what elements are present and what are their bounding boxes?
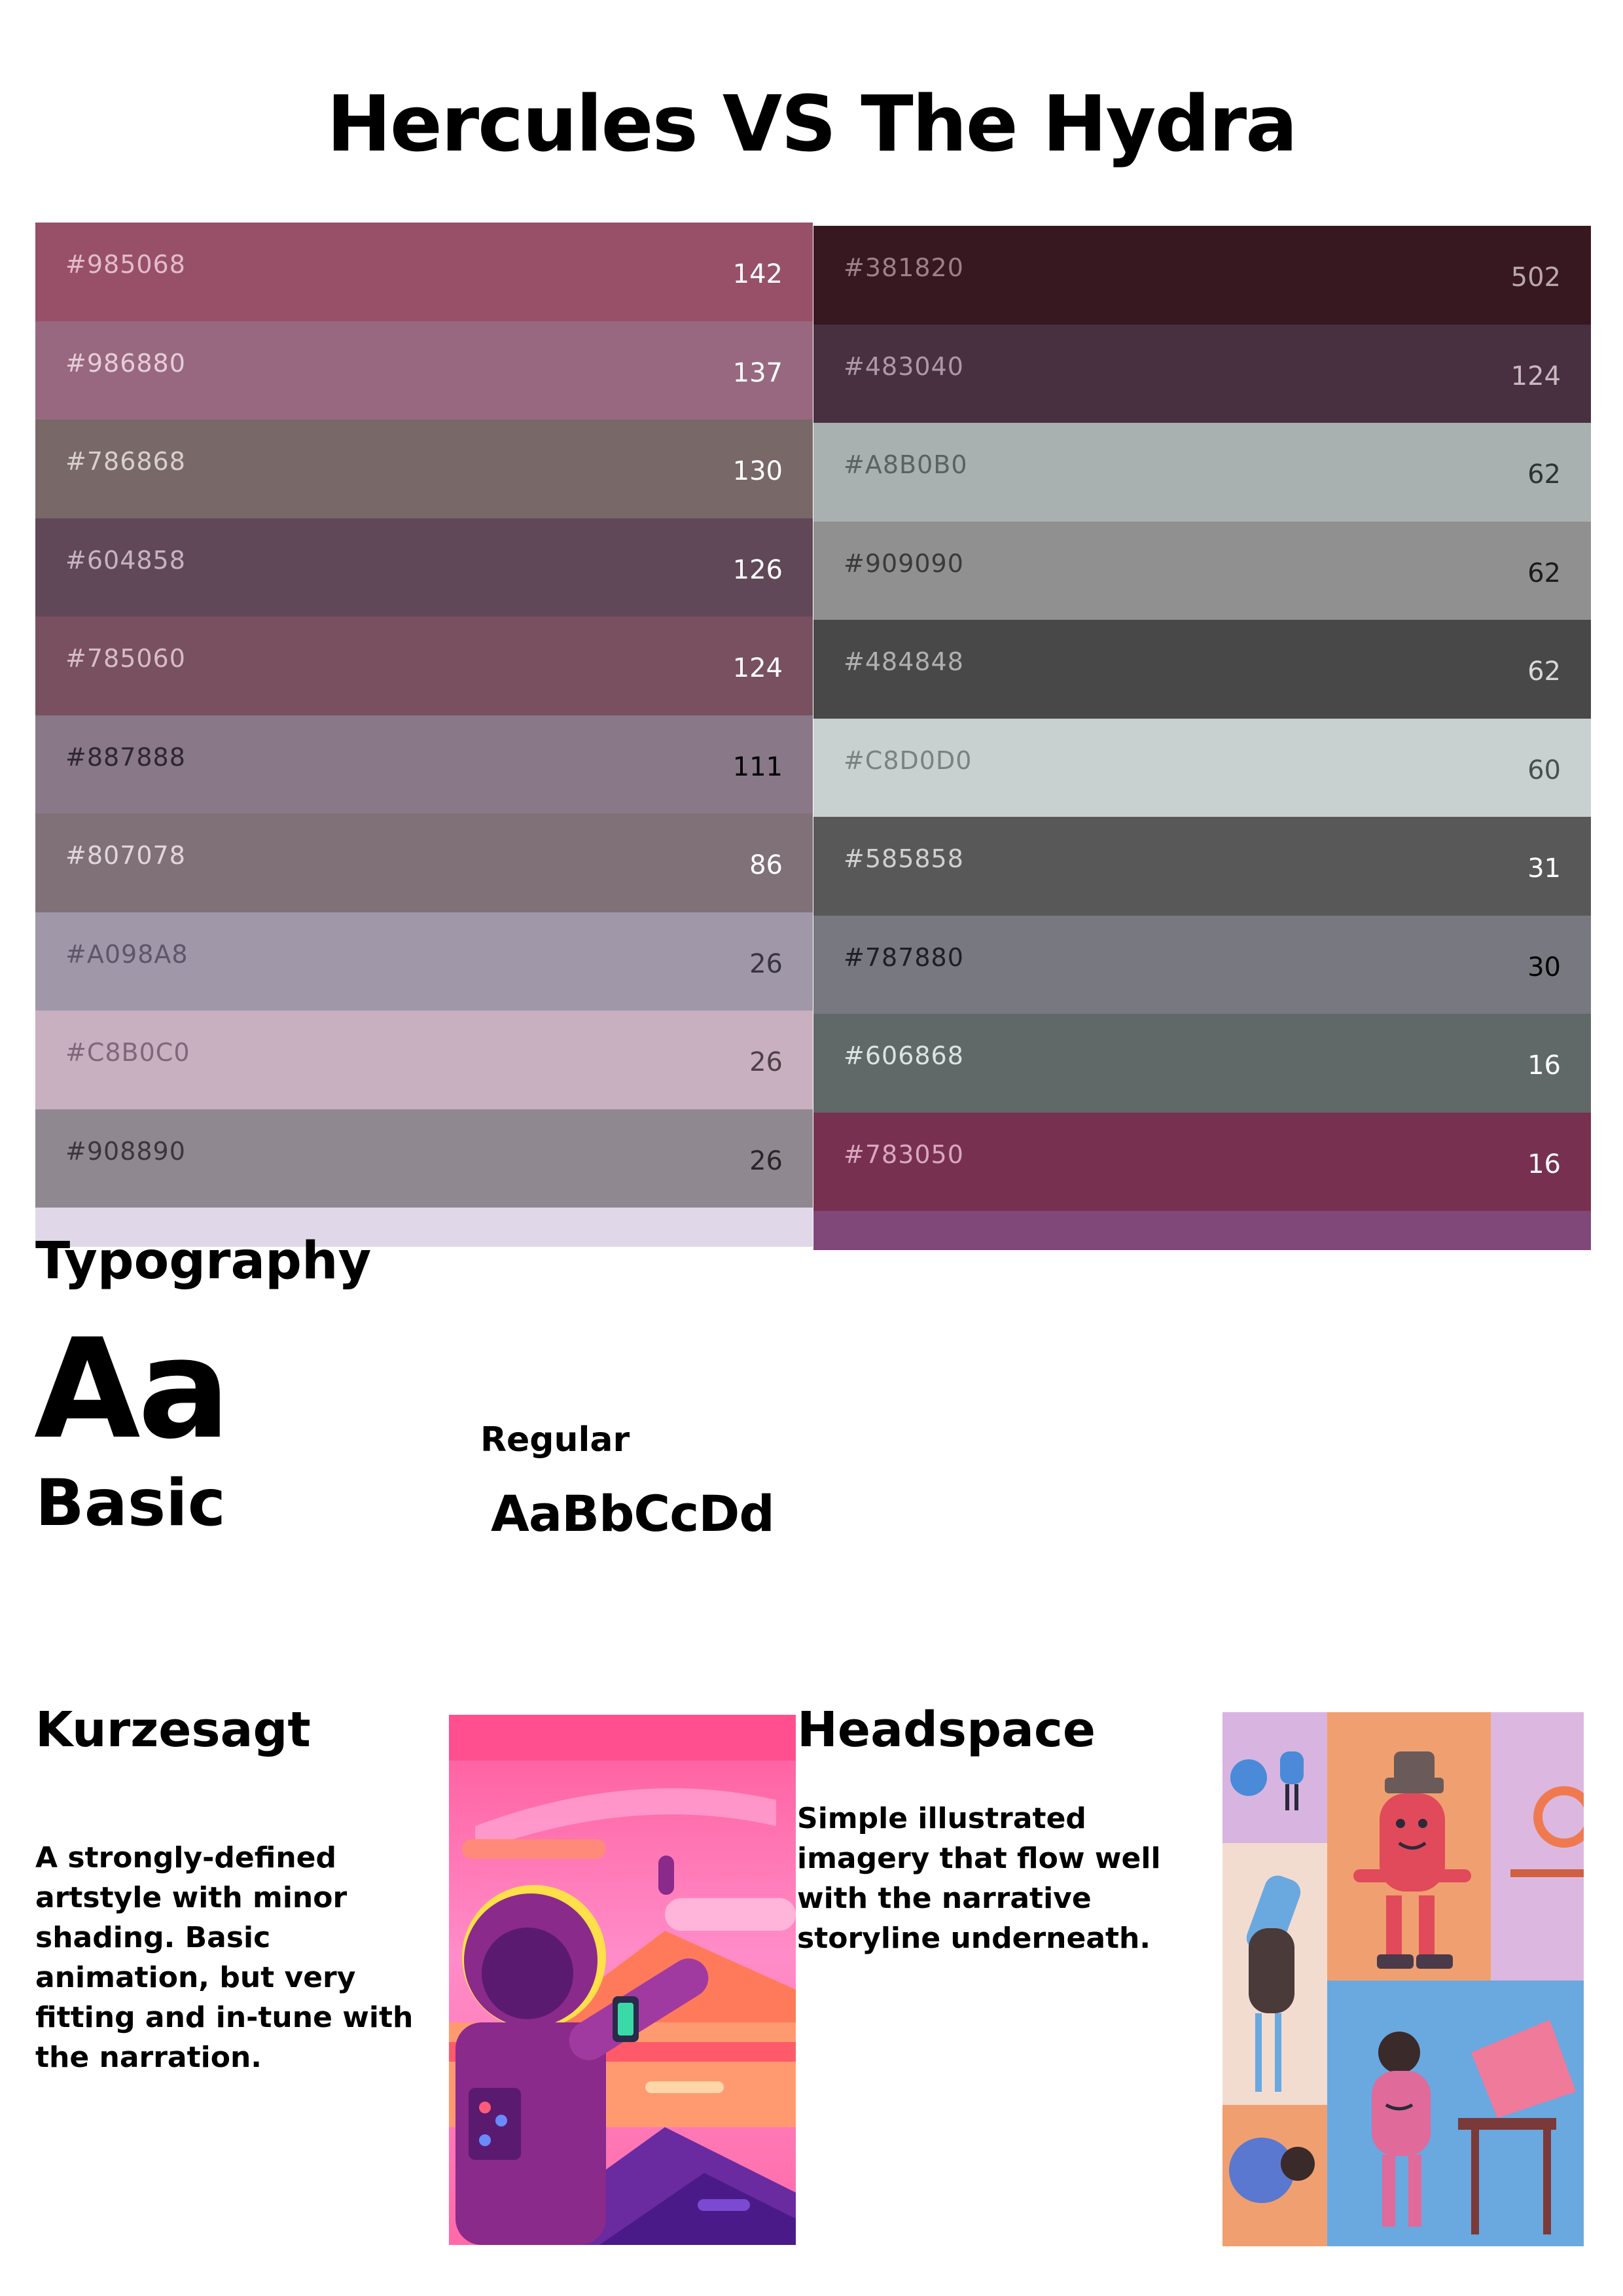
swatch-count-label: 31: [1527, 853, 1561, 884]
color-swatch: [35, 715, 813, 814]
swatch-count-label: 62: [1527, 459, 1561, 490]
color-palette-right: [813, 226, 1591, 1250]
color-swatch: [35, 814, 813, 912]
swatch-count-label: 16: [1527, 1050, 1561, 1081]
swatch-count-label: 62: [1527, 656, 1561, 687]
color-swatch: [813, 522, 1591, 620]
color-swatch: [35, 912, 813, 1011]
swatch-count-label: 26: [749, 1145, 783, 1176]
swatch-count-label: 142: [732, 259, 783, 289]
swatch-hex-label: #C8B0C0: [65, 1038, 190, 1067]
swatch-count-label: 137: [732, 357, 783, 388]
swatch-count-label: 124: [1510, 361, 1561, 391]
reference-heading-headspace: Headspace: [797, 1702, 1096, 1758]
color-swatch: [813, 817, 1591, 916]
swatch-count-label: 60: [1527, 755, 1561, 785]
swatch-hex-label: #785060: [65, 644, 186, 673]
color-swatch: [35, 617, 813, 715]
swatch-hex-label: #484848: [844, 647, 964, 676]
swatch-hex-label: #585858: [844, 844, 964, 873]
color-swatch: [813, 1014, 1591, 1113]
color-swatch: [35, 1109, 813, 1208]
color-swatch: [35, 420, 813, 518]
swatch-hex-label: #986880: [65, 348, 186, 378]
swatch-count-label: 62: [1527, 558, 1561, 588]
swatch-hex-label: #807078: [65, 841, 186, 870]
reference-text-kurzesagt: A strongly-defined artstyle with minor shading. Basic animation, but very fitting and in-tune with the narration.: [35, 1841, 414, 2074]
font-name: Basic: [35, 1466, 226, 1541]
swatch-count-label: 26: [749, 948, 783, 979]
swatch-count-label: 126: [732, 554, 783, 585]
astronaut-illustration: [449, 1715, 796, 2245]
swatch-count-label: 130: [732, 456, 783, 486]
typography-heading: Typography: [35, 1232, 372, 1291]
font-sample-large: Aa: [34, 1309, 228, 1469]
color-swatch: [813, 1113, 1591, 1211]
swatch-count-label: 26: [749, 1047, 783, 1077]
color-swatch: [813, 916, 1591, 1014]
reference-heading-kurzesagt: Kurzesagt: [35, 1702, 311, 1758]
swatch-count-label: 124: [732, 653, 783, 683]
swatch-count-label: 16: [1527, 1149, 1561, 1179]
swatch-hex-label: #A098A8: [65, 939, 188, 969]
color-swatch: [813, 719, 1591, 817]
color-palette-left: [35, 223, 813, 1247]
color-swatch-tail-right: [813, 1211, 1591, 1250]
color-swatch: [35, 321, 813, 420]
swatch-count-label: 502: [1510, 262, 1561, 293]
font-style-label: Regular: [480, 1420, 630, 1460]
swatch-hex-label: #786868: [65, 447, 186, 476]
swatch-hex-label: #A8B0B0: [844, 450, 968, 479]
swatch-hex-label: #604858: [65, 545, 186, 575]
swatch-hex-label: #887888: [65, 742, 186, 772]
color-swatch: [813, 226, 1591, 325]
swatch-count-label: 30: [1527, 952, 1561, 982]
swatch-hex-label: #908890: [65, 1136, 186, 1166]
swatch-count-label: 86: [749, 850, 783, 880]
swatch-hex-label: #606868: [844, 1041, 964, 1070]
reference-text-headspace: Simple illustrated imagery that flow well with the narrative storyline underneath.: [797, 1802, 1161, 1955]
font-sample-alphabet: AaBbCcDd: [491, 1484, 774, 1543]
swatch-hex-label: #909090: [844, 548, 964, 578]
swatch-hex-label: #483040: [844, 351, 964, 381]
color-swatch: [35, 1011, 813, 1109]
headspace-characters-illustration: [1222, 1712, 1584, 2246]
color-swatch: [35, 223, 813, 321]
color-swatch: [813, 620, 1591, 719]
color-swatch: [813, 325, 1591, 423]
color-swatch: [813, 423, 1591, 522]
swatch-hex-label: #787880: [844, 942, 964, 972]
swatch-hex-label: #381820: [844, 253, 964, 282]
color-swatch: [35, 518, 813, 617]
swatch-hex-label: #783050: [844, 1139, 964, 1169]
page-title: Hercules VS The Hydra: [327, 79, 1296, 169]
swatch-hex-label: #C8D0D0: [844, 745, 972, 775]
swatch-hex-label: #985068: [65, 250, 186, 279]
swatch-count-label: 111: [732, 751, 783, 782]
